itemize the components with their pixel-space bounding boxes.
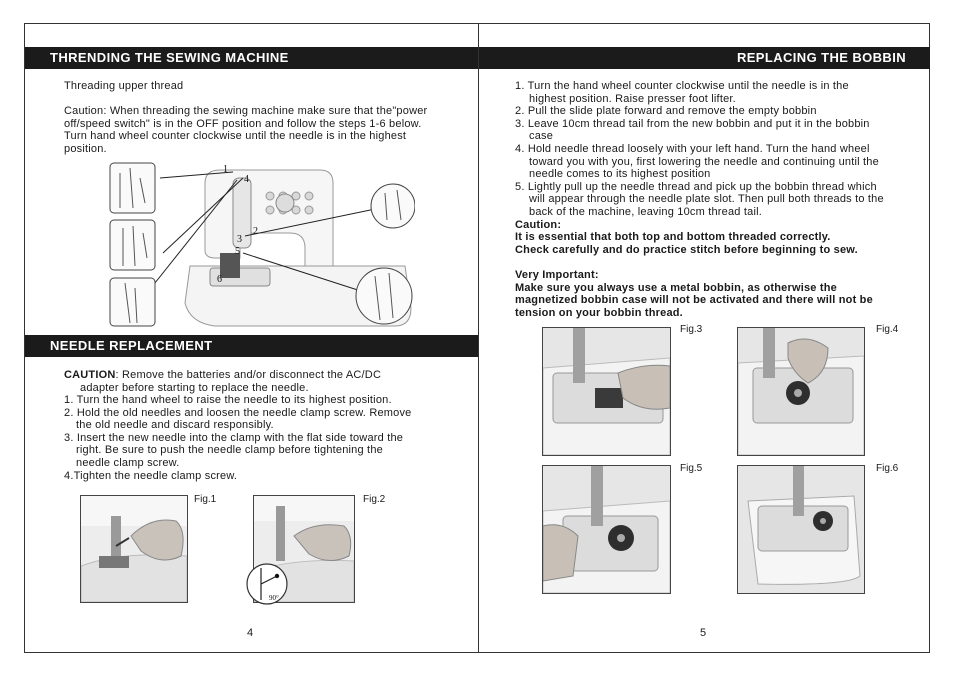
caution-line: off/speed switch" is in the OFF position and follow the steps 1-6 below. [64,117,422,130]
angle-label: 90° [269,594,279,602]
callout-4: 4 [244,174,249,185]
bobbin-step: back of the machine, leaving 10cm thread tail. [529,205,762,218]
caution-label: CAUTION [64,369,116,381]
callout-6: 6 [217,274,222,285]
important-title: Very Important: [515,268,599,281]
caution-text-2: adapter before starting to replace the needle. [80,381,309,394]
important-line: Make sure you always use a metal bobbin, as otherwise the [515,281,837,294]
fig1-label: Fig.1 [194,494,217,505]
bobbin-step: case [529,130,554,143]
caution-line: It is essential that both top and bottom threaded correctly. [515,231,831,244]
caution-line: Caution: When threading the sewing machine make sure that the"power [64,105,428,118]
bobbin-steps [515,80,920,319]
page-number-left: 4 [247,627,254,639]
needle-angle-inset [245,562,289,606]
needle-step: the old needle and discard responsibly. [76,419,274,432]
callout-2: 2 [253,226,258,237]
bobbin-step: 3. Leave 10cm thread tail from the new bobbin and put it in the bobbin [515,117,870,130]
bobbin-step: highest position. Raise presser foot lifter. [529,92,736,105]
needle-step: 3. Insert the new needle into the clamp with the flat side toward the [64,431,404,444]
important-line: tension on your bobbin thread. [515,306,683,319]
bobbin-step: needle comes to its highest position [529,168,711,181]
needle-step: 4.Tighten the needle clamp screw. [64,469,238,482]
fig5-image [542,465,671,594]
fig6-label: Fig.6 [876,463,899,474]
callout-5: 5 [235,246,240,257]
fig4-label: Fig.4 [876,324,899,335]
page-number-right: 5 [700,627,707,639]
fig3-image [542,327,671,456]
threading-heading: Threading upper thread [64,80,184,92]
threading-text [64,80,464,156]
fig4-image [737,327,865,456]
needle-steps [64,394,464,482]
threading-diagram [105,158,415,328]
bobbin-step: 2. Pull the slide plate forward and remove the empty bobbin [515,105,817,118]
fig3-label: Fig.3 [680,324,703,335]
needle-step: 1. Turn the hand wheel to raise the needle to its highest position. [64,394,392,406]
fig5-label: Fig.5 [680,463,703,474]
caution-line: position. [64,142,107,155]
callout-3: 3 [237,234,242,245]
fig6-image [737,465,865,594]
important-line: magnetized bobbin case will not be activated and there will not be [515,294,873,307]
needle-text [64,369,464,394]
threading-header: THRENDING THE SEWING MACHINE [25,47,478,69]
needle-step: 2. Hold the old needles and loosen the needle clamp screw. Remove [64,406,412,419]
page-divider [478,23,479,653]
caution-text: : Remove the batteries and/or disconnect the AC/DC [115,369,382,381]
needle-step: right. Be sure to push the needle clamp before tightening the [76,444,383,457]
bobbin-header: REPLACING THE BOBBIN [479,47,930,69]
bobbin-step: toward you with you, first lowering the needle and continuing until the [529,155,879,168]
needle-replacement-header: NEEDLE REPLACEMENT [25,335,478,357]
bobbin-step: 5. Lightly pull up the needle thread and pick up the bobbin thread which [515,180,877,193]
caution-line: Turn hand wheel counter clockwise until the needle is in the highest [64,130,407,143]
bobbin-step: 4. Hold needle thread loosely with your left hand. Turn the hand wheel [515,142,870,155]
caution-line: Check carefully and do practice stitch before beginning to sew. [515,243,858,256]
fig2-label: Fig.2 [363,494,386,505]
needle-step: needle clamp screw. [76,456,180,469]
bobbin-step: will appear through the needle plate slot. Then pull both threads to the [529,193,884,206]
bobbin-step: 1. Turn the hand wheel counter clockwise until the needle is in the [515,80,849,92]
fig1-image [80,495,188,603]
caution-title: Caution: [515,218,562,231]
callout-1: 1 [223,164,228,175]
